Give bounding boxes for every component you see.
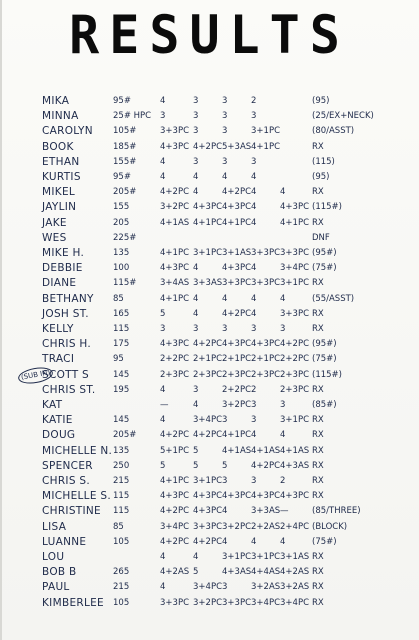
result-athlete-name: CHRISTINE	[42, 505, 101, 518]
result-round-2: 4	[193, 263, 199, 274]
result-weight: 250	[113, 460, 130, 471]
result-note: RX	[312, 491, 324, 502]
result-athlete-name: LISA	[42, 520, 67, 533]
result-round-2: 3+1PC	[193, 248, 222, 258]
result-round-3: 4+1PC	[222, 430, 251, 441]
result-weight: 135	[113, 445, 130, 456]
result-weight: 85	[113, 293, 124, 304]
result-round-4: 4	[251, 430, 257, 441]
result-round-5: 4	[280, 187, 286, 198]
result-weight: 95#	[113, 172, 131, 182]
result-athlete-name: CAROLYN	[42, 125, 93, 138]
result-weight: 205#	[113, 430, 137, 441]
result-round-3: 3+3PC	[222, 597, 251, 608]
result-round-2: 4+2PC	[193, 141, 222, 152]
result-round-2: 3	[193, 111, 199, 122]
result-round-5: 3+2AS	[280, 582, 310, 593]
result-round-1: 2+3PC	[160, 369, 189, 380]
result-note: RX	[312, 384, 324, 395]
result-round-5: 3+3PC	[280, 308, 309, 319]
result-weight: 155	[113, 202, 130, 213]
result-round-2: 2+3PC	[193, 369, 222, 380]
result-round-1: 3+4PC	[160, 521, 189, 532]
result-round-4: 4+3PC	[251, 491, 280, 502]
result-note: RX	[312, 460, 324, 471]
result-note: RX	[312, 445, 324, 456]
result-weight: 185#	[113, 141, 137, 152]
result-round-1: 4	[160, 156, 166, 167]
result-round-2: 4+3PC	[193, 491, 222, 502]
result-athlete-name: MIKA	[42, 95, 70, 107]
result-round-5: 4	[280, 536, 286, 547]
result-weight: 95#	[113, 96, 131, 106]
result-note: RX	[312, 567, 324, 578]
result-round-1: 4+3PC	[160, 141, 189, 152]
result-athlete-name: CHRIS S.	[42, 475, 91, 487]
result-note: RX	[312, 415, 324, 426]
result-round-5: 4+2PC	[280, 339, 309, 350]
result-athlete-name: LUANNE	[42, 535, 87, 548]
result-round-3: 3	[222, 476, 228, 486]
result-round-3: 3	[222, 96, 228, 106]
result-round-2: 4+3PC	[193, 506, 222, 517]
result-weight: 95	[113, 354, 124, 365]
result-round-4: 4+4AS	[251, 567, 281, 578]
result-note: (95)	[312, 96, 330, 106]
result-note: (115#)	[312, 202, 342, 213]
result-round-2: 3	[193, 156, 199, 167]
result-round-5: 4+3PC	[280, 202, 309, 213]
side-note: (SUB IN)	[17, 365, 54, 386]
result-round-2: 4	[193, 308, 199, 319]
result-note: RX	[312, 187, 324, 198]
result-athlete-name: JAYLIN	[42, 201, 77, 214]
result-note: RX	[312, 582, 324, 593]
result-round-3: 3	[222, 126, 228, 137]
result-round-5: 4+1AS	[280, 445, 310, 456]
result-round-2: 3+2PC	[193, 597, 222, 608]
result-round-2: 4+2PC	[193, 339, 222, 350]
result-note: (95#)	[312, 248, 337, 258]
result-round-2: 3+4PC	[193, 582, 222, 593]
result-round-3: 3	[222, 324, 228, 334]
result-weight: 215	[113, 582, 130, 593]
result-note: (85/THREE)	[312, 506, 361, 517]
result-round-5: 3+4PC	[280, 597, 309, 608]
result-athlete-name: SPENCER	[42, 459, 93, 472]
result-round-4: 2	[251, 384, 257, 395]
result-athlete-name: CHRIS H.	[42, 338, 92, 351]
result-athlete-name: PAUL	[42, 581, 70, 594]
result-note: (95#)	[312, 339, 337, 350]
result-round-2: 3	[193, 96, 199, 106]
result-athlete-name: KURTIS	[42, 171, 81, 183]
result-round-1: 4+2PC	[160, 187, 189, 198]
result-round-3: 4	[222, 506, 228, 517]
result-note: (115)	[312, 156, 335, 167]
result-round-5: 4	[280, 430, 286, 441]
result-round-3: 5+3AS	[222, 141, 252, 152]
result-round-2: 3+4PC	[193, 415, 222, 426]
result-round-1: 4	[160, 96, 166, 106]
result-round-4: 3+4PC	[251, 597, 280, 608]
result-round-5: 3+1PC	[280, 278, 309, 289]
result-round-3: 3+2PC	[222, 400, 251, 410]
result-round-5: 3+4PC	[280, 263, 309, 274]
result-round-2: 4	[193, 187, 199, 198]
result-round-3: 4	[222, 293, 228, 304]
result-round-4: 4+1AS	[251, 445, 281, 456]
result-round-3: 2+2PC	[222, 384, 251, 395]
result-round-1: 3+3PC	[160, 126, 189, 137]
result-weight: 115	[113, 324, 130, 334]
result-note: (75#)	[312, 536, 337, 547]
result-round-4: 3+3PC	[251, 248, 280, 258]
result-round-2: 3+1PC	[193, 476, 222, 486]
result-athlete-name: CHRIS ST.	[42, 383, 96, 396]
result-round-4: 3+3PC	[251, 278, 280, 289]
result-round-5: 3+1AS	[280, 552, 310, 562]
result-round-4: 4	[251, 187, 257, 198]
result-weight: 115#	[113, 278, 137, 289]
result-round-4: 3	[251, 400, 257, 410]
result-round-5: 4+3PC	[280, 491, 309, 502]
result-round-1: 5+1PC	[160, 445, 189, 456]
result-round-3: 4+2PC	[222, 308, 251, 319]
result-note: RX	[312, 552, 324, 562]
result-weight: 115	[113, 491, 130, 502]
result-round-3: 2+1PC	[222, 354, 251, 365]
result-round-5: 2	[280, 476, 286, 486]
result-round-3: 4+3PC	[222, 263, 251, 274]
result-note: (80/ASST)	[312, 126, 355, 137]
result-weight: 155#	[113, 156, 137, 167]
result-round-1: 4	[160, 415, 166, 426]
result-athlete-name: KAT	[42, 399, 63, 411]
result-athlete-name: DOUG	[42, 429, 76, 442]
result-round-2: 4+1PC	[193, 217, 222, 228]
result-note: DNF	[312, 232, 330, 243]
result-note: (85#)	[312, 400, 337, 410]
result-round-1: 4+1PC	[160, 293, 189, 304]
result-round-2: 4+3PC	[193, 202, 222, 213]
result-round-4: 4	[251, 172, 257, 182]
result-round-2: 5	[193, 567, 199, 578]
result-round-5: 2+2PC	[280, 354, 309, 365]
result-round-2: 4	[193, 400, 199, 410]
result-round-1: 4	[160, 172, 166, 182]
result-round-1: 5	[160, 308, 166, 319]
result-round-1: 4	[160, 552, 166, 562]
result-round-5: 4+1PC	[280, 217, 309, 228]
result-round-4: 3	[251, 415, 257, 426]
result-round-3: 3	[222, 415, 228, 426]
result-round-4: 4	[251, 293, 257, 304]
result-round-2: 3	[193, 324, 199, 334]
result-weight: 85	[113, 521, 124, 532]
result-round-1: 3	[160, 111, 166, 122]
result-round-3: 3	[222, 111, 228, 122]
result-athlete-name: MIKEL	[42, 186, 76, 199]
result-weight: 205#	[113, 187, 137, 198]
result-note: RX	[312, 597, 324, 608]
result-round-4: 2	[251, 96, 257, 106]
result-round-3: 3	[222, 156, 228, 167]
result-round-3: 4+3PC	[222, 491, 251, 502]
result-round-1: 4+2PC	[160, 536, 189, 547]
result-round-3: 3+1AS	[222, 248, 252, 258]
result-round-4: 4	[251, 308, 257, 319]
result-round-3: 4	[222, 536, 228, 547]
result-round-1: 4+2AS	[160, 567, 190, 578]
result-note: RX	[312, 141, 324, 152]
result-note: (25/EX+NECK)	[312, 111, 374, 122]
result-athlete-name: TRACI	[42, 353, 75, 366]
result-note: (75#)	[312, 354, 337, 365]
result-round-2: 2+1PC	[193, 354, 222, 365]
result-round-5: 3+3PC	[280, 248, 309, 258]
result-weight: 25# HPC	[113, 111, 152, 122]
result-round-5: 2+3PC	[280, 369, 309, 380]
result-note: (95)	[312, 172, 330, 182]
result-note: RX	[312, 476, 324, 486]
result-round-5: 2+4PC	[280, 521, 309, 532]
result-note: RX	[312, 217, 324, 228]
result-round-4: 3	[251, 111, 257, 122]
page-title: RESULTS	[69, 4, 350, 66]
result-athlete-name: BOOK	[42, 140, 74, 153]
result-round-4: 3	[251, 156, 257, 167]
result-round-1: 4	[160, 384, 166, 395]
result-athlete-name: MINNA	[42, 110, 79, 123]
result-round-2: 4	[193, 172, 199, 182]
result-round-5: 3	[280, 324, 286, 334]
result-round-1: 2+2PC	[160, 354, 189, 365]
result-athlete-name: MICHELLE N.	[42, 444, 113, 457]
result-athlete-name: MIKE H.	[42, 247, 85, 259]
result-round-4: 4+1PC	[251, 141, 280, 152]
result-athlete-name: JAKE	[42, 216, 67, 229]
result-round-2: 4+2PC	[193, 430, 222, 441]
result-weight: 175	[113, 339, 130, 350]
result-round-1: 4+3PC	[160, 263, 189, 274]
result-athlete-name: KIMBERLEE	[42, 596, 104, 609]
result-athlete-name: BETHANY	[42, 292, 94, 305]
result-round-3: 4+2PC	[222, 187, 251, 198]
result-note: RX	[312, 308, 324, 319]
result-round-1: 3+3PC	[160, 597, 189, 608]
result-round-3: 3+2PC	[222, 521, 251, 532]
result-round-4: 4	[251, 263, 257, 274]
result-round-2: 5	[193, 445, 199, 456]
result-round-3: 4	[222, 172, 228, 182]
result-round-2: 4	[193, 293, 199, 304]
result-weight: 105#	[113, 126, 137, 137]
result-round-4: 4	[251, 536, 257, 547]
result-note: (75#)	[312, 263, 337, 274]
result-athlete-name: BOB B	[42, 566, 77, 579]
result-weight: 215	[113, 476, 130, 486]
result-round-1: 4+3PC	[160, 491, 189, 502]
result-round-4: 3	[251, 324, 257, 334]
result-round-5: 3	[280, 400, 286, 410]
result-round-4: 4	[251, 202, 257, 213]
result-athlete-name: LOU	[42, 551, 65, 563]
result-round-5: 2+3PC	[280, 384, 309, 395]
result-round-4: 2+3PC	[251, 369, 280, 380]
result-round-4: 3	[251, 476, 257, 486]
result-round-1: 4+1AS	[160, 217, 190, 228]
result-round-3: 4+1AS	[222, 445, 252, 456]
result-note: RX	[312, 430, 324, 441]
result-round-1: —	[160, 400, 169, 410]
result-round-4: 3+1PC	[251, 552, 280, 562]
result-note: RX	[312, 324, 324, 334]
result-weight: 195	[113, 384, 130, 395]
result-round-3: 5	[222, 460, 228, 471]
result-athlete-name: DIANE	[42, 277, 77, 290]
result-round-1: 4+1PC	[160, 476, 189, 486]
result-round-1: 4+2PC	[160, 430, 189, 441]
result-row	[0, 594, 419, 612]
result-round-2: 4	[193, 552, 199, 562]
result-round-1: 4+2PC	[160, 506, 189, 517]
result-weight: 100	[113, 263, 130, 274]
result-round-4: 4+2PC	[251, 460, 280, 471]
result-weight: 115	[113, 506, 130, 517]
result-round-3: 2+3PC	[222, 369, 251, 380]
result-round-3: 4+3PC	[222, 339, 251, 350]
result-round-2: 5	[193, 460, 199, 471]
result-round-4: 3+3AS	[251, 506, 281, 517]
result-round-3: 4+3PC	[222, 202, 251, 213]
result-round-2: 4+2PC	[193, 536, 222, 547]
result-athlete-name: DEBBIE	[42, 262, 83, 275]
result-round-3: 3	[222, 582, 228, 593]
result-weight: 145	[113, 415, 130, 426]
result-round-4: 3+2AS	[251, 582, 281, 593]
result-weight: 105	[113, 597, 130, 608]
result-round-4: 4	[251, 217, 257, 228]
result-weight: 225#	[113, 232, 137, 243]
result-round-2: 3+3AS	[193, 278, 223, 289]
result-round-5: 4	[280, 293, 286, 304]
result-round-2: 3	[193, 126, 199, 137]
result-note: RX	[312, 278, 324, 289]
result-round-3: 4+3AS	[222, 567, 252, 578]
result-round-5: 4+3AS	[280, 460, 310, 471]
result-round-1: 3	[160, 324, 166, 334]
result-round-5: 3+1PC	[280, 415, 309, 426]
result-athlete-name: KATIE	[42, 414, 73, 427]
result-weight: 265	[113, 567, 130, 578]
result-note: (55/ASST)	[312, 293, 355, 304]
result-athlete-name: ETHAN	[42, 155, 80, 168]
result-athlete-name: KELLY	[42, 323, 74, 335]
result-round-3: 4+1PC	[222, 217, 251, 228]
result-athlete-name: MICHELLE S.	[42, 490, 111, 503]
result-weight: 165	[113, 308, 130, 319]
result-round-5: —	[280, 506, 289, 517]
result-round-1: 5	[160, 460, 166, 471]
result-round-1: 4+1PC	[160, 248, 189, 258]
result-athlete-name: WES	[42, 231, 67, 244]
result-round-2: 3	[193, 384, 199, 395]
result-note: (BLOCK)	[312, 521, 348, 532]
result-round-4: 2+1PC	[251, 354, 280, 365]
result-athlete-name: SCOTT S	[42, 368, 90, 381]
result-weight: 105	[113, 536, 130, 547]
result-round-4: 4+3PC	[251, 339, 280, 350]
result-round-1: 4	[160, 582, 166, 593]
result-athlete-name: JOSH ST.	[42, 307, 89, 320]
result-round-4: 2+2AS	[251, 521, 281, 532]
result-round-1: 4+3PC	[160, 339, 189, 350]
result-weight: 145	[113, 369, 130, 380]
result-round-3: 3+1PC	[222, 552, 251, 562]
result-note: (115#)	[312, 369, 342, 380]
result-weight: 135	[113, 248, 130, 258]
result-round-1: 3+4AS	[160, 278, 190, 289]
result-round-2: 3+3PC	[193, 521, 222, 532]
result-round-5: 4+2AS	[280, 567, 310, 578]
result-weight: 205	[113, 217, 130, 228]
result-round-1: 3+2PC	[160, 202, 189, 213]
result-round-4: 3+1PC	[251, 126, 280, 137]
result-round-3: 3+3PC	[222, 278, 251, 289]
